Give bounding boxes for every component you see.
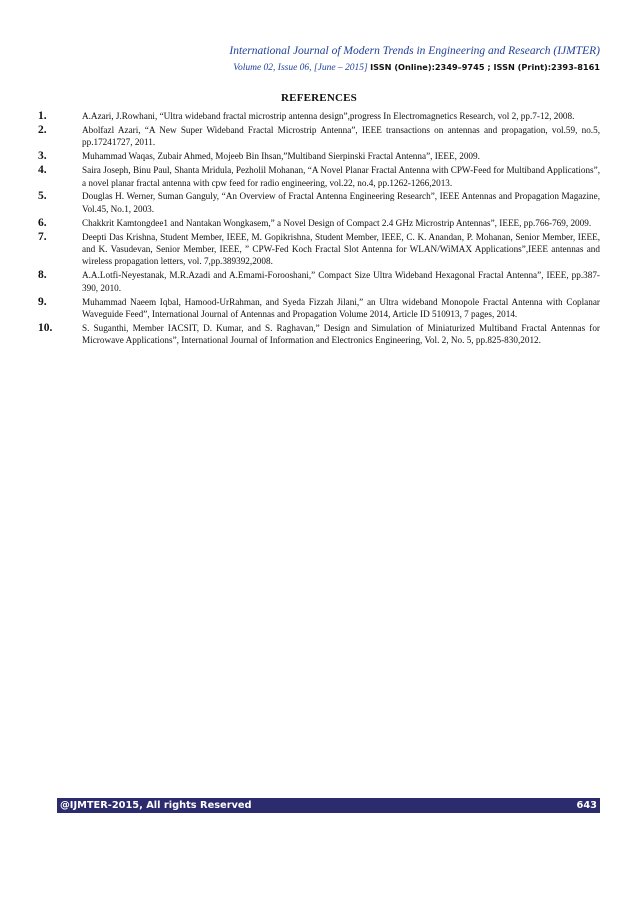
reference-item bbox=[38, 150, 600, 162]
reference-number: 6. bbox=[38, 216, 47, 229]
reference-text: Muhammad Naeem Iqbal, Hamood-UrRahman, and Syeda Fizzah Jilani,” an Ultra wideband Monopole Fractal Antenna with Coplanar Waveguide Feed”, International Journal of Antennas and Propagation Volume 2014, Article ID 510913, 7 pages, 2014. bbox=[82, 296, 600, 320]
page-header bbox=[0, 44, 600, 75]
reference-item bbox=[38, 190, 600, 215]
reference-item bbox=[38, 296, 600, 321]
reference-text: A.Azari, J.Rowhani, “Ultra wideband fractal microstrip antenna design”,progress In Electromagnetics Research, vol 2, pp.7-12, 2008. bbox=[82, 111, 575, 121]
reference-text: A.A.Lotfi-Neyestanak, M.R.Azadi and A.Emami-Forooshani,” Compact Size Ultra Wideband Hexagonal Fractal Antenna”, IEEE, pp.387-390, 2010. bbox=[82, 270, 600, 293]
reference-item bbox=[38, 124, 600, 149]
reference-item bbox=[38, 217, 600, 229]
issn-info: ISSN (Online):2349–9745 ; ISSN (Print):2393-8161 bbox=[370, 62, 600, 72]
reference-text: Abolfazl Azari, “A New Super Wideband Fractal Microstrip Antenna”, IEEE transactions on antennas and propagation, vol.59, no.5, pp.17241727, 2011. bbox=[82, 124, 600, 148]
reference-number: 7. bbox=[38, 230, 47, 243]
reference-number: 10. bbox=[38, 322, 53, 334]
reference-number: 3. bbox=[38, 150, 47, 163]
journal-title: International Journal of Modern Trends in Engineering and Research (IJMTER) bbox=[229, 45, 600, 57]
reference-number: 9. bbox=[38, 295, 47, 308]
page-number: 643 bbox=[576, 800, 597, 811]
reference-text: Muhammad Waqas, Zubair Ahmed, Mojeeb Bin Ihsan,”Multiband Sierpinski Fractal Antenna”, IEEE, 2009. bbox=[82, 151, 480, 162]
reference-item bbox=[38, 231, 600, 268]
volume-info: Volume 02, Issue 06, [June – 2015] bbox=[233, 63, 368, 73]
reference-item bbox=[38, 110, 600, 122]
reference-text: Douglas H. Werner, Suman Ganguly, “An Overview of Fractal Antenna Engineering Research”, IEEE Antennas and Propagation Magazine, Vol.45, No.1, 2003. bbox=[82, 191, 600, 214]
reference-item bbox=[38, 164, 600, 189]
section-title: REFERENCES bbox=[281, 92, 357, 104]
reference-text: S. Suganthi, Member IACSIT, D. Kumar, and S. Raghavan,” Design and Simulation of Miniaturized Multiband Fractal Antennas for Microwave Applications”, International Journal of Information and Electronics Engineering, Vol. 2, No. 5, pp.825-830,2012. bbox=[82, 323, 600, 346]
reference-item bbox=[38, 269, 600, 294]
reference-number: 1. bbox=[38, 110, 47, 122]
reference-number: 8. bbox=[38, 269, 47, 282]
reference-text: Saira Joseph, Binu Paul, Shanta Mridula, Pezholil Mohanan, “A Novel Planar Fractal Antenna with CPW-Feed for Multiband Applications”, a novel planar fractal antenna with cpw feed for radio engineering, vol.22, no.4, pp.1262-1266,2013. bbox=[82, 165, 600, 188]
page-footer bbox=[57, 798, 600, 813]
reference-number: 4. bbox=[38, 164, 47, 177]
reference-text: Deepti Das Krishna, Student Member, IEEE, M. Gopikrishna, Student Member, IEEE, C. K. Anandan, P. Mohanan, Senior Member, IEEE, and K. Vasudevan, Senior Member, IEEE, ” CPW-Fed Koch Fractal Slot Antenna for WLAN/WiMAX Applications”,IEEE antennas and wireless propagation letters, vol. 7,pp.389392,2008. bbox=[82, 231, 600, 267]
reference-number: 2. bbox=[38, 123, 47, 136]
reference-text: Chakkrit Kamtongdee1 and Nantakan Wongkasem,” a Novel Design of Compact 2.4 GHz Microstrip Antennas”, IEEE, pp.766-769, 2009. bbox=[82, 217, 592, 228]
footer-copyright: @IJMTER-2015, All rights Reserved bbox=[60, 800, 252, 811]
reference-list bbox=[38, 110, 600, 348]
reference-item bbox=[38, 322, 600, 347]
journal-meta bbox=[0, 61, 600, 75]
reference-number: 5. bbox=[38, 190, 47, 203]
